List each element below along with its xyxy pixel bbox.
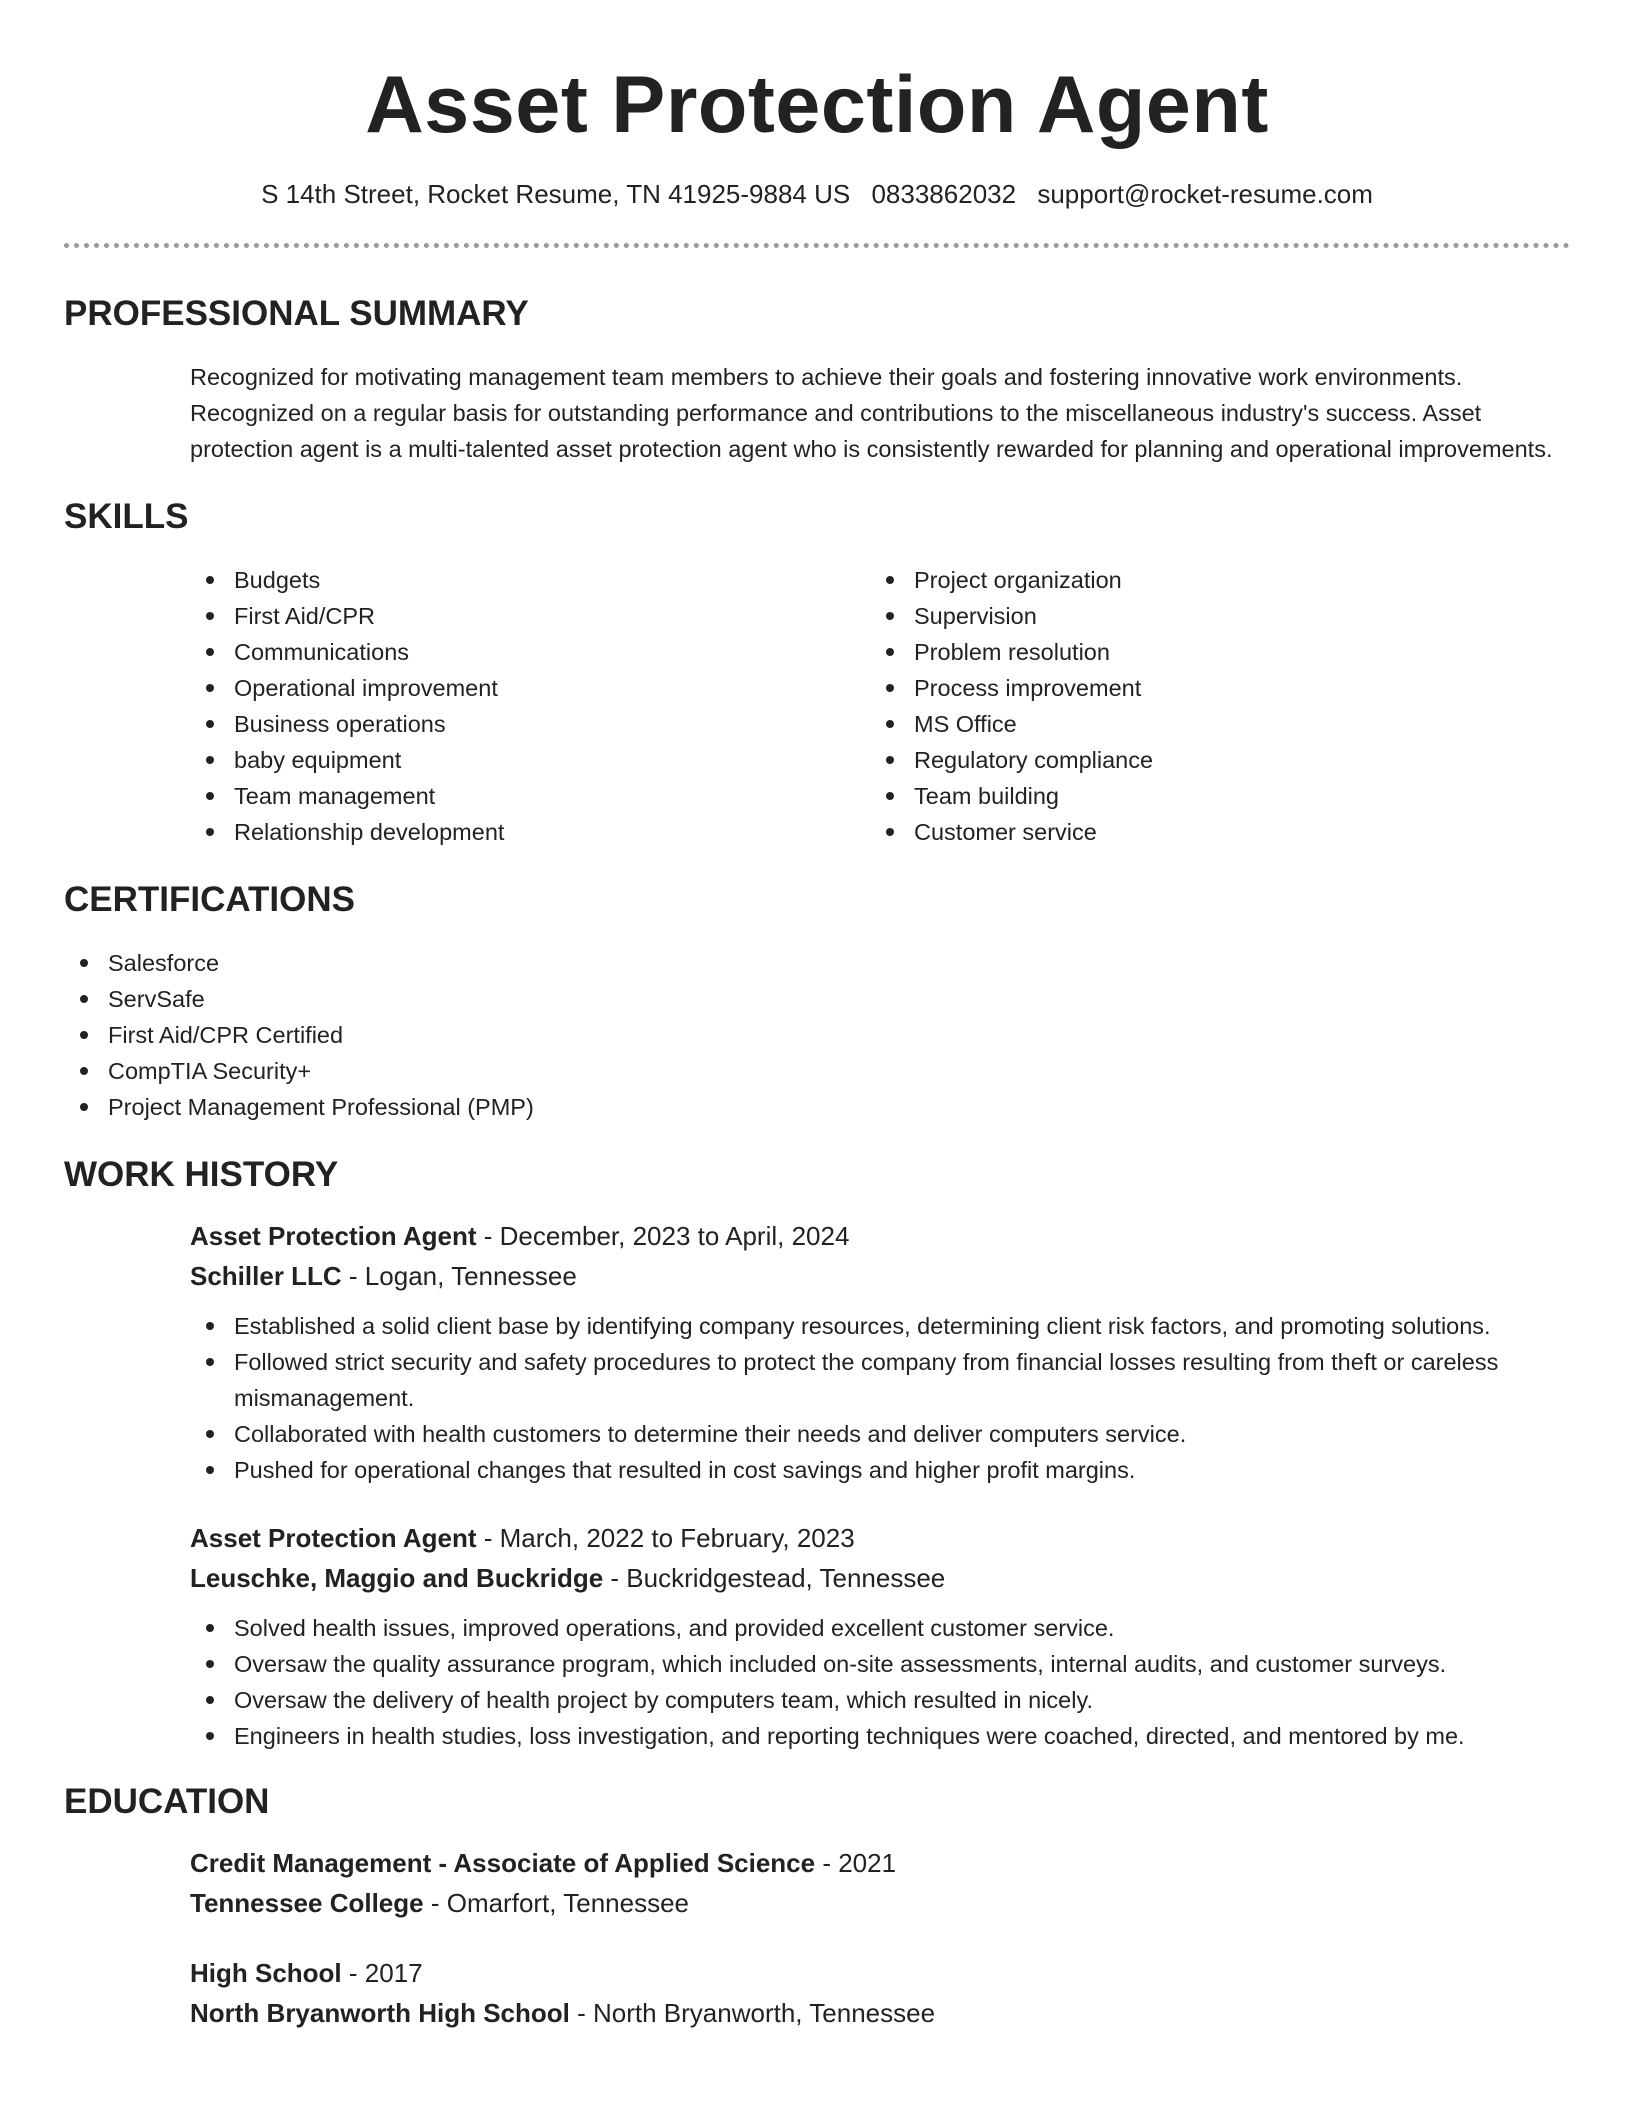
job-company: Leuschke, Maggio and Buckridge [190,1563,604,1593]
skills-title: SKILLS [64,497,189,536]
job-company: Schiller LLC [190,1261,342,1291]
contact-phone: 0833862032 [871,179,1017,209]
certification-item: CompTIA Security+ [64,1053,1570,1089]
summary-title: PROFESSIONAL SUMMARY [64,294,529,333]
contact-address: S 14th Street, Rocket Resume, TN 41925-9884 US [261,179,851,209]
education-school-line [190,1993,1570,2033]
job-company-line [190,1256,1570,1296]
job-bullet: Solved health issues, improved operations, and provided excellent customer service. [190,1610,1570,1646]
skills-section [64,496,1570,850]
job-entry [190,1518,1570,1754]
job-entry [190,1216,1570,1488]
job-title-line [190,1518,1570,1558]
skill-item: Operational improvement [190,670,870,706]
certification-item: First Aid/CPR Certified [64,1017,1570,1053]
job-bullet: Pushed for operational changes that resulted in cost savings and higher profit margins. [190,1452,1570,1488]
skill-item: Team building [870,778,1550,814]
education-degree-line [190,1843,1570,1883]
education-location: - Omarfort, Tennessee [423,1888,690,1918]
skills-columns [190,562,1570,850]
header-divider [64,243,1570,248]
resume-name: Asset Protection Agent [365,60,1269,150]
certifications-section [64,879,1570,1125]
job-bullet: Followed strict security and safety procedures to protect the company from financial losses resulting from theft or careless mismanagement. [190,1344,1570,1416]
job-company-line [190,1558,1570,1598]
work-section [64,1154,1570,1754]
education-degree: High School [190,1958,342,1988]
skill-item: MS Office [870,706,1550,742]
resume-page [64,0,1570,2033]
skill-item: Business operations [190,706,870,742]
certification-item: ServSafe [64,981,1570,1017]
education-school: North Bryanworth High School [190,1998,570,2028]
job-bullet: Collaborated with health customers to determine their needs and deliver computers service. [190,1416,1570,1452]
job-bullet: Established a solid client base by identifying company resources, determining client risk factors, and promoting solutions. [190,1308,1570,1344]
skill-item: Project organization [870,562,1550,598]
skill-item: Regulatory compliance [870,742,1550,778]
education-title: EDUCATION [64,1782,270,1821]
contact-line [64,178,1570,210]
job-bullets [190,1610,1570,1754]
work-title: WORK HISTORY [64,1155,339,1194]
certification-item: Project Management Professional (PMP) [64,1089,1570,1125]
skills-list-right [870,562,1550,850]
education-year: - 2017 [341,1958,423,1988]
education-school-line [190,1883,1570,1923]
job-title: Asset Protection Agent [190,1523,477,1553]
certifications-list [64,945,1570,1125]
skill-item: baby equipment [190,742,870,778]
job-bullet: Engineers in health studies, loss investigation, and reporting techniques were coached, directed, and mentored by me. [190,1718,1570,1754]
skill-item: First Aid/CPR [190,598,870,634]
skill-item: Team management [190,778,870,814]
skills-list-left [190,562,870,850]
job-dates: - December, 2023 to April, 2024 [476,1221,850,1251]
skill-item: Relationship development [190,814,870,850]
job-bullet: Oversaw the delivery of health project by computers team, which resulted in nicely. [190,1682,1570,1718]
skill-item: Communications [190,634,870,670]
skill-item: Supervision [870,598,1550,634]
skill-item: Budgets [190,562,870,598]
job-location: - Buckridgestead, Tennessee [603,1563,946,1593]
summary-text: Recognized for motivating management team members to achieve their goals and fostering innovative work environments. Recognized on a regular basis for outstanding performance and contributions to the miscellaneous industry's success. Asset protection agent is a multi-talented asset protection agent who is consistently rewarded for planning and operational improvements. [190,364,1553,462]
job-bullets [190,1308,1570,1488]
job-location: - Logan, Tennessee [341,1261,577,1291]
job-dates: - March, 2022 to February, 2023 [476,1523,855,1553]
skill-item: Customer service [870,814,1550,850]
job-title-line [190,1216,1570,1256]
education-location: - North Bryanworth, Tennessee [569,1998,936,2028]
education-section [64,1781,1570,2033]
contact-email: support@rocket-resume.com [1037,179,1373,209]
job-bullet: Oversaw the quality assurance program, which included on-site assessments, internal audits, and customer surveys. [190,1646,1570,1682]
education-year: - 2021 [815,1848,897,1878]
job-title: Asset Protection Agent [190,1221,477,1251]
education-entry [190,1843,1570,1923]
skill-item: Process improvement [870,670,1550,706]
summary-section [64,293,1570,467]
certification-item: Salesforce [64,945,1570,981]
education-degree-line [190,1953,1570,1993]
education-degree: Credit Management - Associate of Applied Science [190,1848,816,1878]
skill-item: Problem resolution [870,634,1550,670]
certifications-title: CERTIFICATIONS [64,880,356,919]
education-school: Tennessee College [190,1888,424,1918]
education-entry [190,1953,1570,2033]
